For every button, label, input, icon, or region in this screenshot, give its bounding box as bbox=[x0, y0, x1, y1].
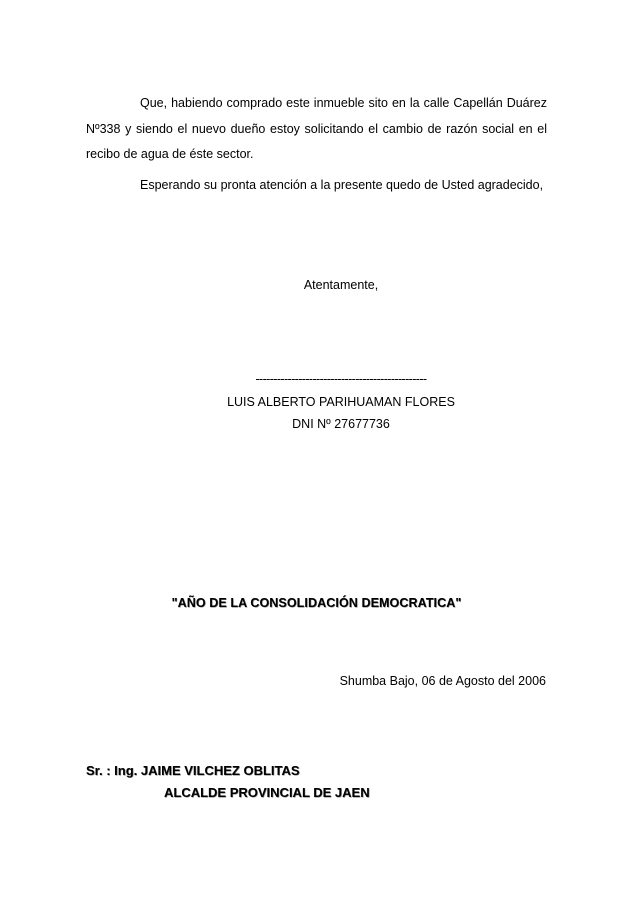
signer-name: LUIS ALBERTO PARIHUAMAN FLORES bbox=[227, 395, 455, 409]
closing-text: Atentamente, bbox=[303, 278, 379, 292]
year-motto: "AÑO DE LA CONSOLIDACIÓN DEMOCRATICA" bbox=[171, 596, 462, 610]
recipient-title: ALCALDE PROVINCIAL DE JAEN bbox=[164, 785, 370, 800]
body-paragraph-2: Esperando su pronta atención a la presente quedo de Usted agradecido, bbox=[140, 178, 544, 192]
signer-id: DNI Nº 27677736 bbox=[292, 417, 390, 431]
body-paragraph-1: Que, habiendo comprado este inmueble sito en la calle Capellán Duárez Nº338 y siendo el nuevo dueño estoy solicitando el cambio de razón social en el recibo de agua de éste sector. bbox=[86, 96, 547, 161]
date-line: Shumba Bajo, 06 de Agosto del 2006 bbox=[339, 674, 546, 688]
recipient-name: Sr. : Ing. JAIME VILCHEZ OBLITAS bbox=[86, 763, 300, 778]
signature-line: ------------------------------------------------ bbox=[255, 372, 427, 386]
